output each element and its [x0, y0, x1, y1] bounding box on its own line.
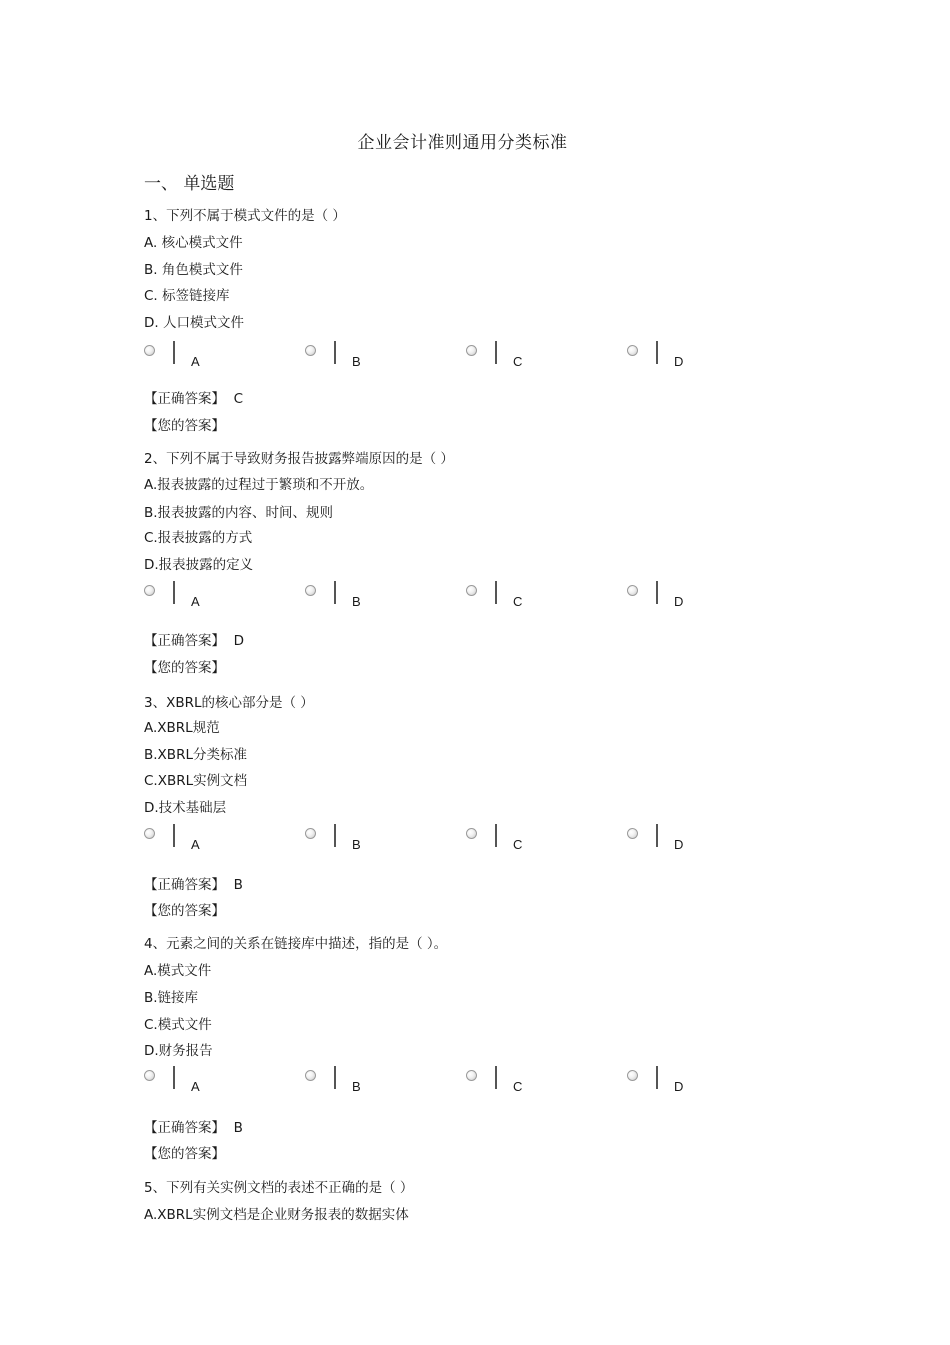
divider: [495, 824, 497, 847]
your-answer-label: 【您的答案】: [144, 660, 225, 676]
correct-answer-value: B: [233, 877, 243, 893]
radio-label: D: [674, 1079, 684, 1094]
divider: [334, 1066, 336, 1089]
your-answer: [144, 656, 225, 676]
radio-label: C: [513, 1079, 523, 1094]
radio-option-a[interactable]: [144, 581, 294, 611]
radio-button-icon[interactable]: [466, 345, 477, 356]
radio-button-icon[interactable]: [144, 828, 155, 839]
radio-option-c[interactable]: [466, 1066, 616, 1096]
radio-button-icon[interactable]: [627, 1070, 638, 1081]
your-answer-label: 【您的答案】: [144, 903, 225, 919]
radio-label: C: [513, 594, 523, 609]
radio-button-icon[interactable]: [144, 345, 155, 356]
option-a: A.报表披露的过程过于繁琐和不开放。: [144, 477, 374, 493]
radio-label: B: [352, 1079, 361, 1094]
divider: [334, 341, 336, 364]
radio-option-c[interactable]: [466, 341, 616, 371]
radio-label: B: [352, 594, 361, 609]
correct-answer-label: 【正确答案】: [144, 877, 225, 893]
radio-label: A: [191, 837, 200, 852]
correct-answer: [144, 387, 243, 407]
divider: [334, 581, 336, 604]
divider: [656, 824, 658, 847]
correct-answer-value: C: [233, 391, 244, 407]
answer-radio-group: [144, 581, 844, 611]
your-answer: [144, 414, 225, 434]
divider: [656, 341, 658, 364]
question-stem: 4、元素之间的关系在链接库中描述，指的是（ ）。: [144, 936, 448, 952]
divider: [656, 1066, 658, 1089]
radio-button-icon[interactable]: [466, 585, 477, 596]
radio-button-icon[interactable]: [305, 585, 316, 596]
radio-button-icon[interactable]: [305, 828, 316, 839]
option-a: A.XBRL规范: [144, 720, 220, 736]
radio-option-b[interactable]: [305, 824, 455, 854]
correct-answer: [144, 1116, 243, 1136]
radio-label: C: [513, 837, 523, 852]
radio-option-c[interactable]: [466, 581, 616, 611]
correct-answer-value: D: [233, 633, 244, 649]
radio-label: A: [191, 354, 200, 369]
divider: [495, 1066, 497, 1089]
question-stem: 1、下列不属于模式文件的是（ ）: [144, 208, 346, 224]
radio-button-icon[interactable]: [466, 828, 477, 839]
answer-radio-group: [144, 824, 844, 854]
option-c: C.模式文件: [144, 1017, 212, 1033]
radio-label: D: [674, 837, 684, 852]
radio-label: B: [352, 354, 361, 369]
correct-answer: [144, 873, 243, 893]
radio-option-b[interactable]: [305, 581, 455, 611]
divider: [173, 341, 175, 364]
option-d: D.技术基础层: [144, 800, 227, 816]
your-answer-label: 【您的答案】: [144, 1146, 225, 1162]
question-stem: 5、下列有关实例文档的表述不正确的是（ ）: [144, 1180, 414, 1196]
correct-answer: [144, 629, 244, 649]
radio-label: D: [674, 354, 684, 369]
divider: [173, 1066, 175, 1089]
radio-label: D: [674, 594, 684, 609]
radio-label: B: [352, 837, 361, 852]
divider: [495, 581, 497, 604]
option-b: B.链接库: [144, 990, 199, 1006]
radio-option-d[interactable]: [627, 824, 777, 854]
option-a: A.XBRL实例文档是企业财务报表的数据实体: [144, 1207, 409, 1223]
radio-button-icon[interactable]: [466, 1070, 477, 1081]
radio-option-d[interactable]: [627, 581, 777, 611]
question-stem: 3、XBRL的核心部分是（ ）: [144, 695, 314, 711]
option-b: B.XBRL分类标准: [144, 747, 247, 763]
option-b: B.报表披露的内容、时间、规则: [144, 505, 334, 521]
answer-radio-group: [144, 341, 844, 371]
your-answer-label: 【您的答案】: [144, 418, 225, 434]
option-c: C.报表披露的方式: [144, 530, 253, 546]
radio-label: A: [191, 594, 200, 609]
option-c: C. 标签链接库: [144, 288, 230, 304]
radio-option-a[interactable]: [144, 341, 294, 371]
correct-answer-label: 【正确答案】: [144, 633, 225, 649]
section-heading: 一、 单选题: [144, 174, 235, 194]
correct-answer-value: B: [233, 1120, 243, 1136]
radio-option-d[interactable]: [627, 341, 777, 371]
your-answer: [144, 899, 225, 919]
radio-label: A: [191, 1079, 200, 1094]
divider: [495, 341, 497, 364]
radio-button-icon[interactable]: [627, 828, 638, 839]
radio-button-icon[interactable]: [305, 1070, 316, 1081]
option-d: D. 人口模式文件: [144, 315, 244, 331]
divider: [656, 581, 658, 604]
document-title: 企业会计准则通用分类标准: [357, 133, 568, 153]
option-b: B. 角色模式文件: [144, 262, 243, 278]
radio-option-a[interactable]: [144, 1066, 294, 1096]
option-d: D.财务报告: [144, 1043, 213, 1059]
radio-option-c[interactable]: [466, 824, 616, 854]
question-stem: 2、下列不属于导致财务报告披露弊端原因的是（ ）: [144, 451, 454, 467]
answer-radio-group: [144, 1066, 844, 1096]
correct-answer-label: 【正确答案】: [144, 391, 225, 407]
option-d: D.报表披露的定义: [144, 557, 254, 573]
radio-option-a[interactable]: [144, 824, 294, 854]
correct-answer-label: 【正确答案】: [144, 1120, 225, 1136]
radio-button-icon[interactable]: [144, 1070, 155, 1081]
radio-option-b[interactable]: [305, 1066, 455, 1096]
radio-button-icon[interactable]: [627, 585, 638, 596]
divider: [173, 824, 175, 847]
radio-option-b[interactable]: [305, 341, 455, 371]
option-a: A. 核心模式文件: [144, 235, 243, 251]
your-answer: [144, 1142, 225, 1162]
option-a: A.模式文件: [144, 963, 212, 979]
divider: [173, 581, 175, 604]
divider: [334, 824, 336, 847]
radio-label: C: [513, 354, 523, 369]
radio-button-icon[interactable]: [305, 345, 316, 356]
radio-button-icon[interactable]: [627, 345, 638, 356]
option-c: C.XBRL实例文档: [144, 773, 248, 789]
radio-option-d[interactable]: [627, 1066, 777, 1096]
radio-button-icon[interactable]: [144, 585, 155, 596]
